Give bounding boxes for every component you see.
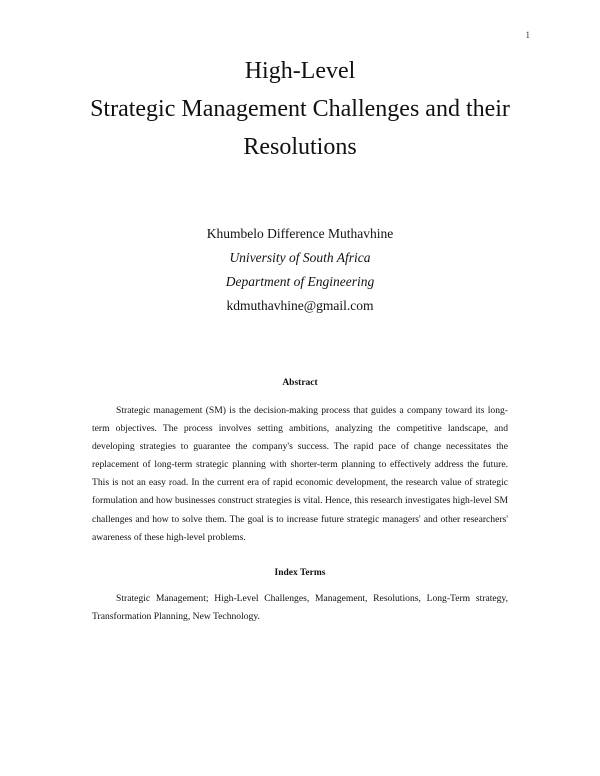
author-block <box>0 222 600 318</box>
author-name: Khumbelo Difference Muthavhine <box>206 226 394 241</box>
paper-title <box>0 52 600 166</box>
abstract-heading: Abstract <box>282 378 318 388</box>
title-line-2: Strategic Management Challenges and their <box>90 96 510 122</box>
title-line-1: High-Level <box>244 58 356 84</box>
page-number: 1 <box>525 30 530 40</box>
author-department: Department of Engineering <box>225 274 375 289</box>
author-email: kdmuthavhine@gmail.com <box>226 298 374 313</box>
author-university: University of South Africa <box>229 250 371 265</box>
index-terms-text: Strategic Management; High-Level Challenges, Management, Resolutions, Long-Term strategy, Transformation Planning, New Technology. <box>92 593 508 623</box>
index-terms-heading: Index Terms <box>274 568 326 578</box>
abstract-text: Strategic management (SM) is the decision-making process that guides a company toward its long-term objectives. The process involves setting ambitions, analyzing the competitive landscape, and developing strategies to guarantee the company's success. The rapid pace of change necessitates the replacement of long-term strategic planning with shorter-term planning to effectively address the future. This is not an easy road. In the current era of rapid economic development, the research value of strategic formulation and how businesses construct strategies is vital. Hence, this research investigates high-level SM challenges and how to solve them. The goal is to increase future strategic managers' and other researchers' awareness of these high-level problems. <box>92 405 508 543</box>
title-line-3: Resolutions <box>243 134 357 160</box>
